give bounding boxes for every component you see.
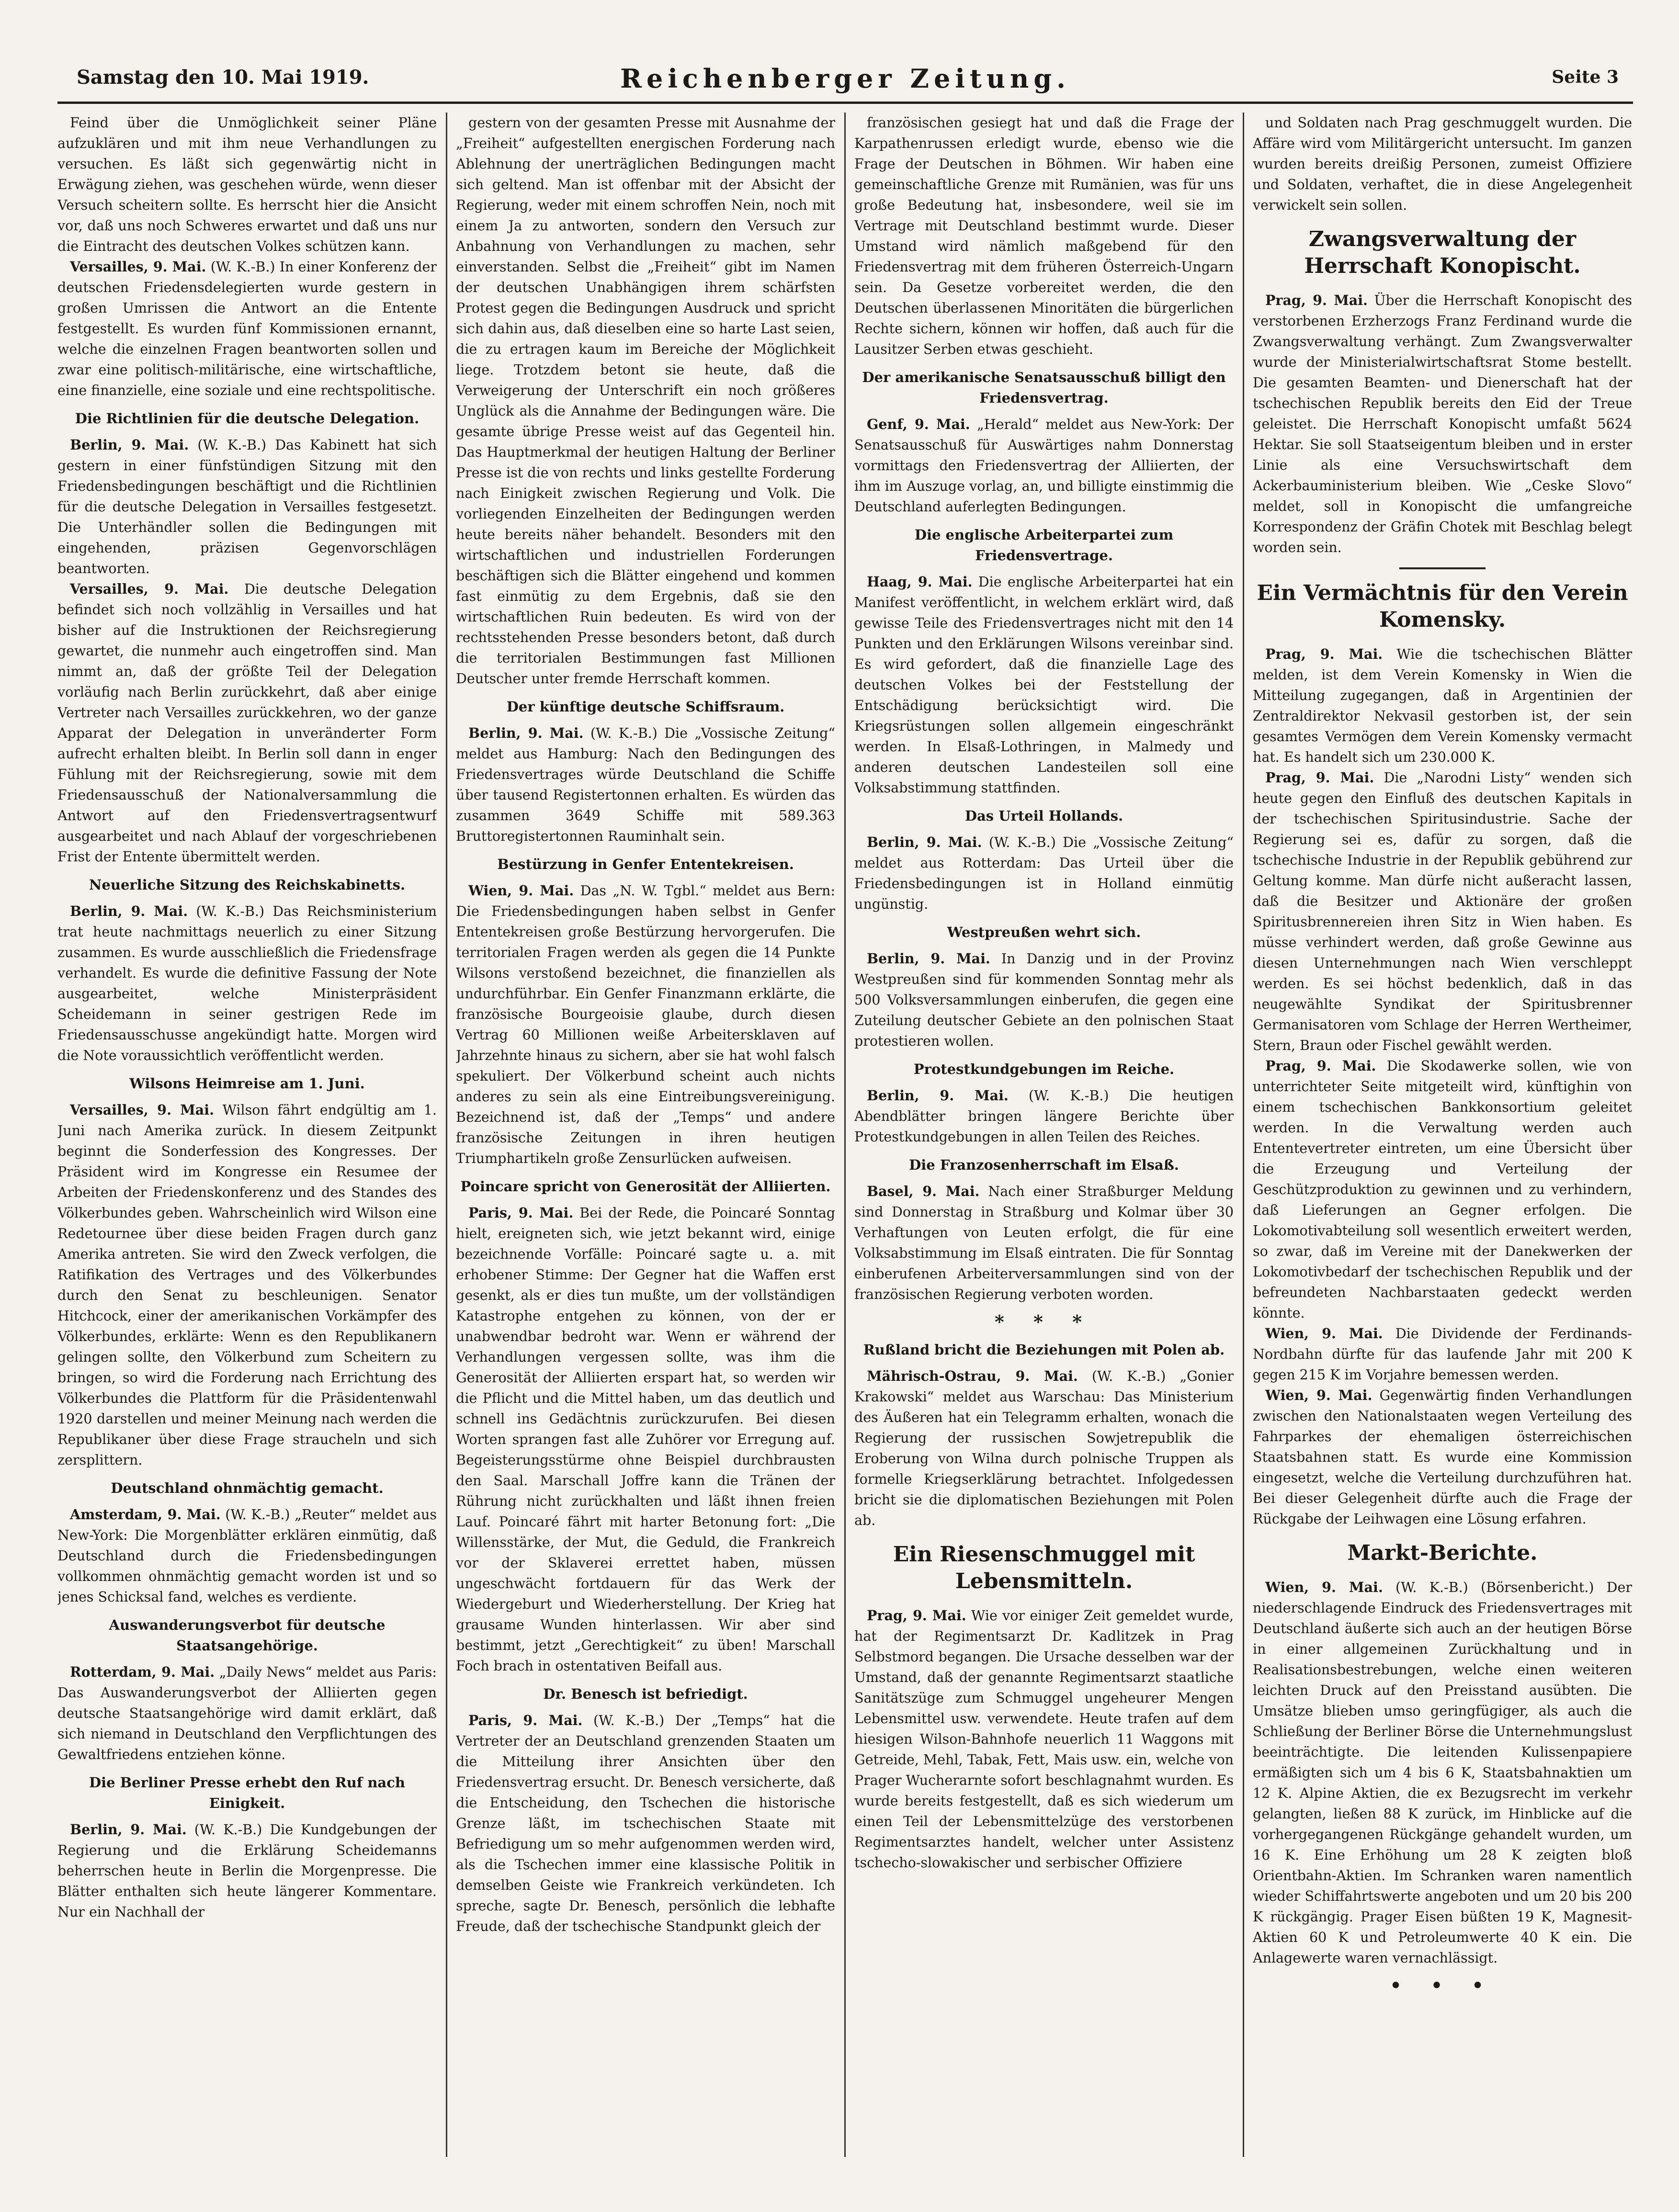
article-paragraph [456,1710,835,1937]
article-paragraph [1253,113,1632,215]
paragraph-text: Über die Herrschaft Konopischt des verstorbenen Erzherzogs Franz Ferdinand wurde die Zwangsverwaltung verhängt. Zum Zwangsverwalter wurde der Ministerialwirtschaftsrat Stome bestellt. Die gesamten Beamten- und Dienerschaft hat der tschechischen Republik bereits den Eid der Treue geleistet. Die Herrschaft Konopischt umfaßt 5624 Hektar. Sie soll Staatseigentum bleiben und in erster Linie als eine Versuchswirtschaft dem Ackerbauministerium bleiben. Wie „Ceske Slovo“ meldet, soll in Konopischt die umfangreiche Korrespondenz der Gräfin Chotek mit Beschlag belegt worden sein. [1253,293,1632,555]
article-paragraph [57,901,437,1066]
dateline: Prag, 9. Mai. [867,1607,966,1624]
article-paragraph [456,880,835,1169]
paragraph-text: Die Skodawerke sollen, wie von unterrichteter Seite mitgeteilt wird, künftighin von einem tschechischen Bankkonsortium geleitet werden. In die Verwaltung werden auch Ententevertreter eintreten, um eine Übersicht über die Erzeugung und Verteilung der Geschützproduktion zu gewinnen und zu verhindern, daß Lieferungen an Gegner erfolgen. Die Lokomotivabteilung soll wesentlich erweitert werden, so zwar, daß im Vereine mit der Danekwerken der Lokomotivbedarf der tschechischen Republik und der befreundeten Nachbarstaaten gedeckt werden könnte. [1253,1058,1632,1321]
article-paragraph [57,1100,437,1470]
paragraph-text: französischen gesiegt hat und daß die Frage der Karpathenrussen erledigt wurde, ebenso wie die Frage der Deutschen in Böhmen. Wir haben eine gemeinschaftliche Grenze mit Rumänien, was für uns große Bedeutung hat, insbesondere, weil sie im Vertrage mit Deutschland bestimmt wurde. Dieser Umstand wird nämlich maßgebend für den Friedensvertrag mit dem früheren Österreich-Ungarn sein. Da Gesetze vorbereitet werden, die den Deutschen überlassenen Minoritäten die bürgerlichen Rechte sichern, können wir hoffen, daß auch für die Lausitzer Serben etwas geschieht. [854,115,1234,357]
newspaper-title: Reichenberger Zeitung. [620,63,1070,94]
dateline: Wien, 9. Mai. [1265,1387,1373,1403]
dateline: Wien, 9. Mai. [1265,1579,1383,1595]
column-2 [456,113,835,2157]
article-headline: Deutschland ohnmächtig gemacht. [111,1480,384,1496]
dateline: Prag, 9. Mai. [1265,769,1374,786]
dateline: Versailles, 9. Mai. [70,1102,215,1118]
article-headline: Die englische Arbeiterpartei zum Friedensvertrage. [914,527,1174,564]
paragraph-text: (W. K.-B.) Das Reichsministerium trat heute nachmittags neuerlich zu einer Sitzung zusammen. Es wurde ausschließlich die Friedensfrage verhandelt. Es wurde die definitive Fassung der Note ausgearbeitet, welche Ministerpräsident Scheidemann in seiner gestrigen Rede im Friedensausschusse angekündigt hatte. Morgen wird die Note voraussichtlich veröffentlicht werden. [57,903,437,1063]
dateline: Berlin, 9. Mai. [468,725,584,741]
paragraph-text: (W. K.-B.) Die Kundgebungen der Regierung und die Erklärung Scheidemanns beherrschen heute in Berlin die Morgenpresse. Die Blätter enthalten sich heute längerer Kommentare. Nur ein Nachhall der [57,1822,437,1920]
paragraph-text: Gegenwärtig finden Verhandlungen zwischen den Nationalstaaten wegen Verteilung des Fahrparkes der ehemaligen österreichischen Staatsbahnen statt. Es wurde eine Kommission eingesetzt, welche die Verteilung durchzuführen hat. Bei dieser Gelegenheit dürfte auch die Frage der Rückgabe der Leihwagen eine Lösung erfahren. [1253,1388,1632,1527]
article-paragraph [1253,767,1632,1056]
paragraph-text: (W. K.-B.) (Börsenbericht.) Der niederschlagende Eindruck des Friedensvertrages mit Deutschland äußerte sich auch an der heutigen Börse in einer allgemeinen Zurückhaltung und in Realisationsbestrebungen, welche einen weiteren leichten Druck auf den Preisstand ausübten. Die Umsätze blieben umso geringfügiger, als auch die Schließung der Berliner Börse die Unternehmungslust beeinträchtigte. Die leitenden Kulissenpapiere ermäßigten sich um 4 bis 6 K, Staatsbahnaktien um 12 K. Alpine Aktien, die ex Bezugsrecht im verkehr gelangten, ließen 88 K zurück, im Hinblicke auf die vorhergegangenen Rückgänge gehandelt wurden, um 16 K. Eine Erhöhung um 28 K zeigten bloß Orientbahn-Aktien. Im Schranken waren namentlich wieder Schiffahrtswerte angeboten und um 20 bis 200 K rückgängig. Prager Eisen büßten 19 K, Magnesit-Aktien 60 K und Petroleumwerte 40 K ein. Die Anlagewerte waren vernachlässigt. [1253,1580,1632,1966]
paragraph-text: (W. K.-B.) Das Kabinett hat sich gestern in einer fünfstündigen Sitzung mit den Friedensbedingungen beschäftigt und die Richtlinien für die deutsche Delegation in Versailles festgesetzt. Die Unterhändler sollen die Bedingungen mit eingehenden, präzisen Gegenvorschlägen beantworten. [57,437,437,576]
article-headline: Die Franzosenherrschaft im Elsaß. [909,1157,1179,1173]
article-headline: Die Berliner Presse erhebt den Ruf nach Einigkeit. [89,1774,405,1811]
dateline: Prag, 9. Mai. [1265,292,1368,308]
article-headline: Der künftige deutsche Schiffsraum. [506,699,785,715]
paragraph-text: (W. K.-B.) Die heutigen Abendblätter bringen längere Berichte über Protestkundgebungen in allen Teilen des Reiches. [854,1088,1234,1145]
article-paragraph [57,1504,437,1607]
dateline: Berlin, 9. Mai. [867,950,990,967]
section-rule [1399,567,1486,569]
paragraph-text: (W. K.-B.) „Gonier Krakowski“ meldet aus Warschau: Das Ministerium des Äußeren hat ein Telegramm erhalten, wonach die Regierung der russischen Sowjetrepublik die Eroberung von Wilna durch polnische Truppen als formelle Kriegserklärung betrachtet. Infolgedessen bricht sie die diplomatischen Beziehungen mit Polen ab. [854,1368,1234,1528]
paragraph-text: Die Dividende der Ferdinands-Nordbahn dürfte für das laufende Jahr mit 200 K gegen 215 K im Vorjahre bemessen werden. [1253,1326,1632,1383]
dateline: Berlin, 9. Mai. [70,1821,187,1838]
article-paragraph [854,1181,1234,1305]
article-paragraph [456,1203,835,1676]
dateline: Prag, 9. Mai. [1265,1058,1376,1074]
paragraph-text: Wie die tschechischen Blätter melden, ist dem Verein Komensky in Wien die Mitteilung zugegangen, daß in Argentinien der Zentraldirektor Nekvasil gestorben ist, der sein gesamtes Vermögen dem Verein Komensky vermacht hat. Es handelt sich um 230.000 K. [1253,646,1632,765]
article-headline: Westpreußen wehrt sich. [947,924,1141,940]
dateline: Berlin, 9. Mai. [867,834,982,850]
dateline: Basel, 9. Mai. [867,1183,980,1199]
dateline: Prag, 9. Mai. [1265,646,1383,662]
article-paragraph [854,1085,1234,1147]
article-headline: Neuerliche Sitzung des Reichskabinetts. [89,877,406,893]
article-paragraph [854,113,1234,360]
column-1 [57,113,437,2157]
dateline: Mährisch-Ostrau, 9. Mai. [867,1368,1078,1384]
dateline: Berlin, 9. Mai. [70,437,189,453]
column-divider [1243,113,1244,2157]
article-paragraph [854,572,1234,798]
paragraph-text: Wie vor einiger Zeit gemeldet wurde, hat der Regimentsarzt Dr. Kadlitzek in Prag Selbstmord begangen. Die Ursache desselben war der Umstand, daß der genannte Regimentsarzt staatliche Sanitätszüge zum Schmuggel ungeheurer Mengen Lebensmittel usw. verwendete. Heute trafen auf dem hiesigen Wilson-Bahnhofe neuerlich 11 Waggons mit Getreide, Mehl, Tabak, Fett, Mais usw. ein, welche von Prager Wucherarnte sofort beschlagnahmt wurden. Es wurde bereits festgestellt, daß es sich wiederum um einen Teil der Lebensmittelzüge des verstorbenen Regimentsarztes handelt, welcher unter Assistenz tschecho-slowakischer und serbischer Offiziere [854,1608,1234,1871]
article-paragraph [57,1662,437,1765]
dateline: Wien, 9. Mai. [1265,1325,1383,1342]
paragraph-text: (W. K.-B.) Die „Vossische Zeitung“ meldet aus Rotterdam: Das Urteil über die Friedensbedingungen ist in Holland einmütig ungünstig. [854,835,1234,912]
article-paragraph [1253,1323,1632,1385]
article-paragraph [456,723,835,846]
article-headline: Poincare spricht von Generosität der Alliierten. [460,1178,831,1195]
paragraph-text: Feind über die Unmöglichkeit seiner Pläne aufzuklären und mit ihm neue Verhandlungen zu versuchen. Es läßt sich gegenwärtig nicht in Erwägung ziehen, was geschehen würde, wenn dieser Versuch scheitern sollte. Es herrscht hier die Ansicht vor, daß uns noch Schweres erwartet und daß uns nur die Eintracht des deutschen Volkes schützen kann. [57,115,437,254]
article-paragraph [57,257,437,401]
article-paragraph [854,948,1234,1051]
article-title: Zwangsverwaltung der Herrschaft Konopischt. [1304,227,1581,278]
article-title: Markt-Berichte. [1347,1541,1538,1565]
dateline: Amsterdam, 9. Mai. [70,1506,221,1523]
paragraph-text: Die „Narodni Listy“ wenden sich heute gegen den Einfluß des deutschen Kapitals in der tschechischen Spiritusindustrie. Sache der Regierung sei es, dafür zu sorgen, daß die tschechische Industrie in der Republik gebührend zur Geltung komme. Man dürfe nicht außeracht lassen, daß die Besitzer und Aktionäre der großen Spiritusbrennereien ihren Sitz in Wien haben. Es müsse verhindert werden, daß große Gewinne aus diesen Unternehmungen nach Wien verschleppt werden. Es sei höchst bedenklich, daß in das neugewählte Syndikat der Spiritusbrenner Germanisatoren vom Schlage der Herren Wertheimer, Stern, Braun oder Fischel gewählt werden. [1253,770,1632,1053]
dateline: Paris, 9. Mai. [468,1712,583,1728]
page-header [57,57,1633,101]
dateline: Versailles, 9. Mai. [70,259,206,275]
article-paragraph [57,435,437,579]
dateline: Haag, 9. Mai. [867,574,973,590]
paragraph-text: (W. K.-B.) In einer Konferenz der deutschen Friedensdelegierten wurde gestern in großen Umrissen die Antwort an die Entente festgestellt. Es wurden fünf Kommissionen ernannt, welche die einzelnen Fragen beantworten sollen und zwar eine politisch-militärische, eine wirtschaftliche, eine finanzielle, eine soziale und eine rechtspolitische. [57,259,437,398]
paragraph-text: (W. K.-B.) „Reuter“ meldet aus New-York: Die Morgenblätter erklären einmütig, daß Deutschland durch die Friedensbedingungen vollkommen ohnmächtig gemacht worden ist und so jenes Schicksal fand, welches es verdiente. [57,1507,437,1605]
header-rule [57,102,1633,104]
paragraph-text: Die englische Arbeiterpartei hat ein Manifest veröffentlicht, in welchem erklärt wird, daß gewisse Teile des Friedensvertrages nicht mit den 14 Punkten und den Erklärungen Wilsons vereinbar sind. Es wird gefordert, daß die finanzielle Lage des deutschen Volkes bei der Feststellung der Entschädigung berücksichtigt wird. Die Kriegsrüstungen sollen allgemein eingeschränkt werden. In Elsaß-Lothringen, in Malmedy und anderen deutschen Landesteilen soll eine Volksabstimmung stattfinden. [854,574,1234,796]
column-divider [844,113,846,2157]
article-headline: Rußland bricht die Beziehungen mit Polen ab. [863,1342,1225,1358]
paragraph-text: Nach einer Straßburger Meldung sind Donnerstag in Straßburg und Kolmar über 30 Verhaftungen von Leuten erfolgt, die für eine Volksabstimmung im Elsaß eintraten. Die für Sonntag einberufenen Arbeiterversammlungen sind von der französischen Regierung verboten worden. [854,1184,1234,1302]
dateline: Berlin, 9. Mai. [867,1087,1009,1104]
article-paragraph [1253,1577,1632,1968]
dateline: Wien, 9. Mai. [468,882,574,899]
column-4 [1253,113,1632,2157]
section-separator: * * * [994,1311,1094,1332]
paragraph-text: gestern von der gesamten Presse mit Ausnahme der „Freiheit“ aufgestellten energischen Forderung nach Ablehnung der unerträglichen Bedingungen macht sich geltend. Man ist offenbar mit der Absicht der Regierung, weder mit einem schroffen Nein, noch mit einem Ja zu antworten, sondern den Versuch zur Anbahnung von Verhandlungen zu machen, sehr einverstanden. Selbst die „Freiheit“ gibt im Namen der deutschen Unabhängigen ihrem schärfsten Protest gegen die Bedingungen Ausdruck und spricht sich dahin aus, daß dieselben eine so harte Last seien, die zu ertragen kaum im Bereiche der Möglichkeit liege. Trotzdem betont sie heute, daß die Verweigerung der Unterschrift ein noch größeres Unglück als die Annahme der Bedingungen wäre. Die gesamte übrige Presse weist auf das Gegenteil hin. Das Hauptmerkmal der heutigen Haltung der Berliner Presse ist die von rechts und links gestellte Forderung nach Einigkeit zwischen Regierung und Volk. Die vorliegenden Einzelheiten der Bedingungen werden heute bereits näher behandelt. Besonders mit den wirtschaftlichen und industriellen Forderungen beschäftigen sich die Blätter eingehend und kommen fast einmütig zu dem Ergebnis, daß sie den wirtschaftlichen Ruin bedeuten. Es wird von der rechtsstehenden Presse besonders betont, daß durch die territorialen Bestimmungen fast Millionen Deutscher unter fremde Herrschaft kommen. [456,115,835,687]
paragraph-text: und Soldaten nach Prag geschmuggelt wurden. Die Affäre wird vom Militärgericht untersucht. Im ganzen wurden bereits dreißig Personen, zumeist Offiziere und Soldaten, verhaftet, die in diese Angelegenheit verwickelt sein sollen. [1253,115,1632,213]
issue-date: Samstag den 10. Mai 1919. [77,66,369,89]
paragraph-text: (W. K.-B.) Die „Vossische Zeitung“ meldet aus Hamburg: Nach den Bedingungen des Friedensvertrages würde Deutschland die Schiffe über tausend Registertonnen erhalten. Es würden das zusammen 3649 Schiffe mit 589.363 Bruttoregistertonnen Rauminhalt sein. [456,725,835,844]
dateline: Paris, 9. Mai. [468,1205,574,1221]
article-title: Ein Vermächtnis für den Verein Komensky. [1257,581,1628,632]
article-paragraph [1253,644,1632,767]
article-paragraph [854,832,1234,914]
article-headline: Der amerikanische Senatsausschuß billigt den Friedensvertrag. [862,369,1226,406]
paragraph-text: „Herald“ meldet aus New-York: Der Senatsausschuß für Auswärtiges nahm Donnerstag vormittags den Friedensvertrag der Alliierten, der ihm im Auszuge vorlag, an, und billigte einstimmig die Deutschland auferlegten Bedingungen. [854,417,1234,515]
article-headline: Wilsons Heimreise am 1. Juni. [129,1075,365,1092]
article-paragraph [456,113,835,689]
article-paragraph [854,1366,1234,1531]
article-paragraph [1253,1056,1632,1323]
paragraph-text: Das „N. W. Tgbl.“ meldet aus Bern: Die Friedensbedingungen haben selbst in Genfer Ententekreisen große Bestürzung hervorgerufen. Die territorialen Fragen werden als gegen die 14 Punkte Wilsons verstoßend bezeichnet, die finanziellen als undurchführbar. Ein Genfer Finanzmann erklärte, die französische Bourgeoisie glaube, durch diesen Vertrag 60 Millionen weiße Arbeitersklaven auf Jahrzehnte hinaus zu sichern, aber sie hat wohl falsch spekuliert. Der Völkerbund scheint auch nichts anderes zu sein als eine Eintreibungsvereinigung. Bezeichnend ist, daß der „Temps“ und andere französische Zeitungen in ihren heutigen Triumphartikeln große Zensurlücken aufweisen. [456,883,835,1166]
article-headline: Das Urteil Hollands. [964,808,1123,824]
column-divider [446,113,447,2157]
article-paragraph [57,1819,437,1922]
paragraph-text: Bei der Rede, die Poincaré Sonntag hielt, ereigneten sich, wie jetzt bekannt wird, einige bezeichnende Vorfälle: Poincaré sagte u. a. mit erhobener Stimme: Der Gegner hat die Waffen erst gesenkt, als er dies tun mußte, um der vollständigen Katastrophe entgehen zu können, von der er unabwendbar bedroht war. Wenn er während der Verhandlungen vergessen sollte, was ihm die Generosität der Alliierten erspart hat, so werden wir die Pflicht und die Mittel haben, um das deutlich und schnell ins Gedächtnis zurückzurufen. Bei diesen Worten sprangen fast alle Zuhörer vor Erregung auf. Begeisterungsstürme ohne Beispiel durchbrausten den Saal. Marschall Joffre kann die Tränen der Rührung nicht zurückhalten und läßt ihnen freien Lauf. Poincaré fährt mit harter Betonung fort: „Die Willensstärke, der Mut, die Geduld, die Frankreich vor der Sklaverei errettet haben, müssen ungeschwächt fortdauern für das Werk der Wiedergeburt und Wiederherstellung. Der Krieg hat grausame Wunden hinterlassen. Wir aber sind bestimmt, jetzt „Gerechtigkeit“ zu üben! Marschall Foch brach in ostentativen Beifall aus. [456,1205,835,1674]
article-headline: Protestkundgebungen im Reiche. [913,1061,1175,1077]
article-paragraph [1253,1385,1632,1529]
paragraph-text: (W. K.-B.) Der „Temps“ hat die Vertreter der an Deutschland grenzenden Staaten um die Mitteilung ihrer Ansichten über den Friedensvertrag ersucht. Dr. Benesch versicherte, daß die Entscheidung, den Tschechen die historische Grenze läßt, im tschechischen Staate mit Befriedigung um so mehr aufgenommen werden wird, als die Tschechen immer eine klassische Politik in demselben Geiste wie Frankreich verkündeten. Ich spreche, sagte Dr. Benesch, persönlich die lebhafte Freude, daß der tschechische Standpunkt gleich der [456,1713,835,1934]
article-paragraph [57,113,437,257]
dateline: Genf, 9. Mai. [867,416,970,432]
dateline: Versailles, 9. Mai. [70,581,229,597]
section-separator: • • • [1390,1975,1495,1996]
article-paragraph [1253,290,1632,558]
article-headline: Dr. Benesch ist befriedigt. [543,1686,748,1702]
paragraph-text: Wilson fährt endgültig am 1. Juni nach Amerika zurück. In diesem Zeitpunkt beginnt die Sonderfession des Kongresses. Der Präsident wird im Kongresse ein Resumee der Arbeiten der Friedenskonferenz und des Standes des Völkerbundes geben. Wahrscheinlich wird Wilson eine Redetournee über diese beiden Fragen durch ganz Amerika antreten. Sie wird den Zweck verfolgen, die Ratifikation des Vertrages und des Völkerbundes durch den Senat zu beschleunigen. Senator Hitchcock, einer der amerikanischen Vorkämpfer des Völkerbundes, erklärte: Wenn es den Republikanern gelingen sollte, den Völkerbund zum Scheitern zu bringen, so wird die Forderung nach Errichtung des Völkerbundes die Plattform für die Präsidentenwahl 1920 darstellen und meiner Meinung nach werden die Republikaner über diese Frage straucheln und sich zersplittern. [57,1102,437,1468]
article-headline: Die Richtlinien für die deutsche Delegation. [75,410,420,427]
article-paragraph [57,579,437,867]
paragraph-text: Die deutsche Delegation befindet sich noch vollzählig in Versailles und hat bisher auf die Instruktionen der Reichsregierung gewartet, die nunmehr auch eingetroffen sind. Man nimmt an, daß der größte Teil der Delegation vorläufig nach Berlin zurückkehrt, daß aber einige Vertreter nach Versailles zurückkehren, wo der ganze Apparat der Delegation in unveränderter Form aufrecht erhalten bleibt. In Berlin soll dann in enger Fühlung mit der Reichsregierung, sowie mit dem Friedensausschuß der Nationalversammlung die Antwort auf den Friedensvertragsentwurf ausgearbeitet und nach Ablauf der vorgeschriebenen Frist der Entente übermittelt werden. [57,581,437,865]
article-headline: Auswanderungsverbot für deutsche Staatsangehörige. [109,1617,386,1654]
paragraph-text: „Daily News“ meldet aus Paris: Das Auswanderungsverbot der Alliierten gegen deutsche Staatsangehörige wird damit erklärt, daß sich niemand in Deutschland den Verpflichtungen des Gewaltfriedens entziehen könne. [57,1664,437,1762]
paragraph-text: In Danzig und in der Provinz Westpreußen sind für kommenden Sonntag mehr als 500 Volksversammlungen einberufen, die gegen eine Zuteilung deutscher Gebiete an den polnischen Staat protestieren wollen. [854,951,1234,1049]
article-paragraph [854,414,1234,517]
article-title: Ein Riesenschmuggel mit Lebensmitteln. [893,1542,1195,1593]
page-number: Seite 3 [1552,67,1619,87]
column-3 [854,113,1234,2157]
article-paragraph [854,1605,1234,1873]
article-headline: Bestürzung in Genfer Ententekreisen. [497,856,794,872]
dateline: Berlin, 9. Mai. [70,903,188,919]
dateline: Rotterdam, 9. Mai. [70,1664,215,1680]
